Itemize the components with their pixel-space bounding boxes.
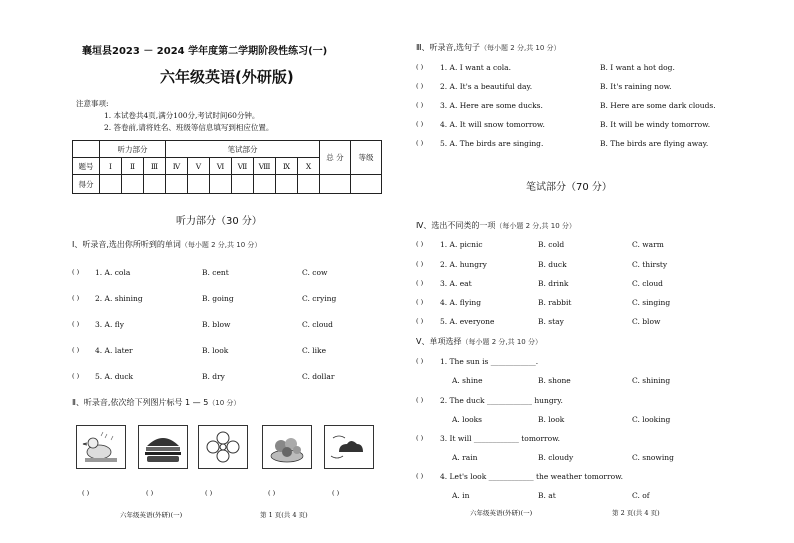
sec5-score: （每小题 2 分,共 10 分） — [461, 338, 542, 346]
answer-paren-s5-4[interactable]: ( ) — [416, 472, 424, 480]
sec3-title-text: Ⅲ、听录音,选句子 — [416, 43, 481, 52]
answer-paren-s4-1[interactable]: ( ) — [416, 240, 424, 248]
answer-paren-s5-3[interactable]: ( ) — [416, 434, 424, 442]
sec1-option-c: C. cloud — [302, 320, 333, 329]
sec5-title-text: Ⅴ、单项选择 — [416, 337, 462, 346]
picture-blank-4[interactable]: ( ) — [268, 489, 276, 497]
sec1-title — [72, 239, 261, 250]
numeral-cell: Ⅳ — [166, 158, 188, 175]
grade-header: 等级 — [351, 141, 382, 175]
sec5-question: 4. Let's look ____________ the weather tomorrow. — [440, 472, 624, 481]
answer-paren-3[interactable]: ( ) — [72, 320, 80, 328]
sec5-option-a: A. rain — [452, 453, 478, 462]
sec1-score: （每小题 2 分,共 10 分） — [180, 241, 262, 249]
sec4-option-b: B. stay — [538, 317, 564, 326]
sec1-option-b: B. dry — [202, 372, 225, 381]
answer-paren-s4-2[interactable]: ( ) — [416, 260, 424, 268]
sec1-option-a: 2. A. shining — [95, 294, 143, 303]
sec1-option-a: 1. A. cola — [95, 268, 131, 277]
score-cell[interactable] — [166, 175, 188, 194]
numeral-cell: Ⅵ — [210, 158, 232, 175]
sec3-title — [416, 42, 561, 53]
note-2: 2. 答卷前,请将姓名、班级等信息填写到相应位置。 — [104, 123, 274, 132]
sec4-option-b: B. rabbit — [538, 298, 572, 307]
answer-paren-s3-2[interactable]: ( ) — [416, 82, 424, 90]
answer-paren-s3-4[interactable]: ( ) — [416, 120, 424, 128]
sec1-option-a: 3. A. fly — [95, 320, 124, 329]
writing-header: 笔试部分 — [166, 141, 320, 158]
answer-paren-s4-5[interactable]: ( ) — [416, 317, 424, 325]
sec1-option-a: 5. A. duck — [95, 372, 134, 381]
picture-hamburger — [138, 425, 188, 469]
footer-right-2: 第 2 页(共 4 页) — [612, 509, 660, 517]
sec5-option-b: B. at — [538, 491, 556, 500]
score-table — [72, 140, 382, 194]
footer-left-1: 六年级英语(外研)(一) — [120, 511, 183, 519]
sec1-option-c: C. crying — [302, 294, 337, 303]
sec5-question: 2. The duck ____________ hungry. — [440, 396, 563, 405]
row-label-score: 得分 — [73, 175, 100, 194]
sec5-question: 1. The sun is ____________. — [440, 357, 539, 366]
sec1-option-b: B. cent — [202, 268, 229, 277]
sec3-option-a: 2. A. It's a beautiful day. — [440, 82, 533, 91]
score-cell[interactable] — [298, 175, 320, 194]
sec4-option-c: C. blow — [632, 317, 661, 326]
sec4-title-text: Ⅳ、选出不同类的一项 — [416, 221, 496, 230]
listening-header: 听力部分 — [100, 141, 166, 158]
sec4-option-a: 5. A. everyone — [440, 317, 495, 326]
corner-cell — [73, 141, 100, 158]
sec3-option-b: B. I want a hot dog. — [600, 63, 675, 72]
answer-paren-1[interactable]: ( ) — [72, 268, 80, 276]
sec4-option-a: 1. A. picnic — [440, 240, 483, 249]
sec5-title — [416, 336, 542, 347]
sec4-option-b: B. cold — [538, 240, 565, 249]
sec4-score: （每小题 2 分,共 10 分） — [495, 222, 576, 230]
sec5-option-a: A. in — [452, 491, 470, 500]
sec4-option-a: 2. A. hungry — [440, 260, 487, 269]
score-cell[interactable] — [188, 175, 210, 194]
sec5-option-b: B. shone — [538, 376, 571, 385]
score-cell[interactable] — [351, 175, 382, 194]
sec4-option-a: 4. A. flying — [440, 298, 481, 307]
numeral-cell: Ⅷ — [254, 158, 276, 175]
answer-paren-s3-5[interactable]: ( ) — [416, 139, 424, 147]
listening-heading: 听力部分（30 分） — [176, 216, 262, 227]
sec1-option-c: C. cow — [302, 268, 328, 277]
numeral-cell: Ⅱ — [122, 158, 144, 175]
score-cell[interactable] — [100, 175, 122, 194]
sec5-option-a: A. looks — [452, 415, 483, 424]
footer-left-2: 六年级英语(外研)(一) — [470, 509, 533, 517]
picture-blank-2[interactable]: ( ) — [146, 489, 154, 497]
score-cell[interactable] — [254, 175, 276, 194]
sec5-option-c: C. snowing — [632, 453, 674, 462]
numeral-cell: Ⅰ — [100, 158, 122, 175]
sec4-option-c: C. thirsty — [632, 260, 668, 269]
score-cell[interactable] — [276, 175, 298, 194]
answer-paren-5[interactable]: ( ) — [72, 372, 80, 380]
sec1-option-b: B. blow — [202, 320, 231, 329]
picture-snowflake — [198, 425, 248, 469]
notes-title: 注意事项: — [76, 99, 109, 108]
sec5-option-c: C. of — [632, 491, 650, 500]
numeral-cell: Ⅶ — [232, 158, 254, 175]
sec3-option-b: B. Here are some dark clouds. — [600, 101, 716, 110]
sec3-option-b: B. The birds are flying away. — [600, 139, 709, 148]
numeral-cell: Ⅹ — [298, 158, 320, 175]
sec5-option-c: C. looking — [632, 415, 671, 424]
sec4-option-b: B. duck — [538, 260, 567, 269]
sec2-score: （10 分） — [208, 399, 241, 407]
sec3-score: （每小题 2 分,共 10 分） — [480, 44, 561, 52]
answer-paren-s4-3[interactable]: ( ) — [416, 279, 424, 287]
answer-paren-s3-1[interactable]: ( ) — [416, 63, 424, 71]
sec3-option-a: 4. A. It will snow tomorrow. — [440, 120, 545, 129]
row-label-number: 题号 — [73, 158, 100, 175]
sec4-option-c: C. cloud — [632, 279, 663, 288]
sec2-title — [72, 397, 240, 408]
score-cell[interactable] — [232, 175, 254, 194]
sec1-option-b: B. going — [202, 294, 234, 303]
score-cell[interactable] — [210, 175, 232, 194]
sec4-option-c: C. warm — [632, 240, 664, 249]
score-cell[interactable] — [122, 175, 144, 194]
score-cell[interactable] — [320, 175, 351, 194]
picture-food — [262, 425, 312, 469]
sec4-option-b: B. drink — [538, 279, 569, 288]
score-cell[interactable] — [144, 175, 166, 194]
sec1-option-b: B. look — [202, 346, 229, 355]
answer-paren-s4-4[interactable]: ( ) — [416, 298, 424, 306]
answer-paren-s5-1[interactable]: ( ) — [416, 357, 424, 365]
answer-paren-s3-3[interactable]: ( ) — [416, 101, 424, 109]
writing-heading: 笔试部分（70 分） — [526, 182, 612, 193]
sec1-option-a: 4. A. later — [95, 346, 133, 355]
sec4-title — [416, 220, 576, 231]
picture-blank-3[interactable]: ( ) — [205, 489, 213, 497]
sec3-option-b: B. It's raining now. — [600, 82, 672, 91]
picture-windy-cloud — [324, 425, 374, 469]
sec5-question: 3. It will ____________ tomorrow. — [440, 434, 561, 443]
sec5-option-b: B. look — [538, 415, 565, 424]
exam-title: 襄垣县2023 － 2024 学年度第二学期阶段性练习(一) — [82, 46, 328, 57]
sec2-title-text: Ⅱ、听录音,依次给下列图片标号 1 — 5 — [72, 398, 209, 407]
sec4-option-c: C. singing — [632, 298, 671, 307]
sec5-option-c: C. shining — [632, 376, 671, 385]
answer-paren-s5-2[interactable]: ( ) — [416, 396, 424, 404]
sec1-option-c: C. like — [302, 346, 327, 355]
note-1: 1. 本试卷共4页,满分100分,考试时间60分钟。 — [104, 111, 260, 120]
sec3-option-a: 3. A. Here are some ducks. — [440, 101, 543, 110]
answer-paren-4[interactable]: ( ) — [72, 346, 80, 354]
sec3-option-a: 1. A. I want a cola. — [440, 63, 512, 72]
picture-blank-5[interactable]: ( ) — [332, 489, 340, 497]
sec5-option-b: B. cloudy — [538, 453, 574, 462]
total-header: 总 分 — [320, 141, 351, 175]
numeral-cell: Ⅲ — [144, 158, 166, 175]
sec1-title-text: Ⅰ、听录音,选出你所听到的单词 — [72, 240, 181, 249]
footer-right-1: 第 1 页(共 4 页) — [260, 511, 308, 519]
sec3-option-a: 5. A. The birds are singing. — [440, 139, 544, 148]
picture-blank-1[interactable]: ( ) — [82, 489, 90, 497]
sec3-option-b: B. It will be windy tomorrow. — [600, 120, 711, 129]
sec5-option-a: A. shine — [452, 376, 483, 385]
exam-subtitle: 六年级英语(外研版) — [160, 68, 294, 86]
picture-duck-rain — [76, 425, 126, 469]
numeral-cell: Ⅸ — [276, 158, 298, 175]
answer-paren-2[interactable]: ( ) — [72, 294, 80, 302]
numeral-cell: Ⅴ — [188, 158, 210, 175]
sec1-option-c: C. dollar — [302, 372, 335, 381]
sec4-option-a: 3. A. eat — [440, 279, 472, 288]
